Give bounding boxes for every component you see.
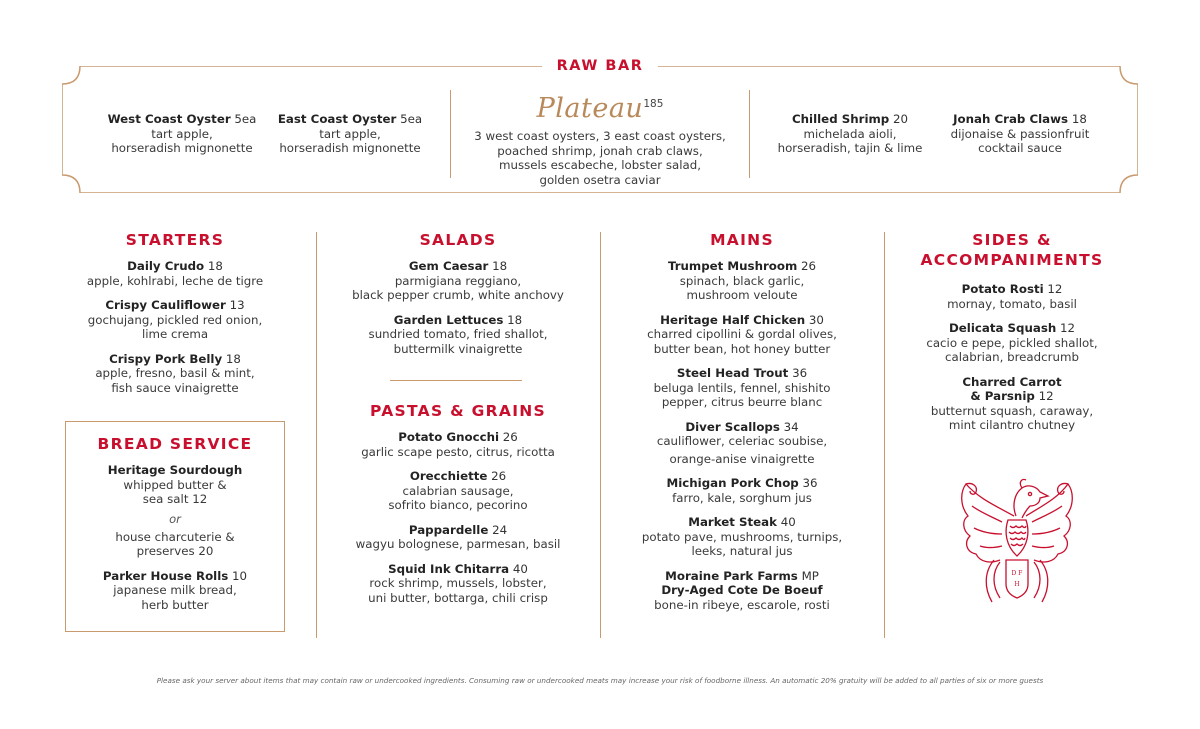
raw-bar-divider-left <box>450 90 451 178</box>
column-divider-3 <box>884 232 885 638</box>
raw-bar-divider-right <box>749 90 750 178</box>
menu-item: Pappardelle 24 wagyu bolognese, parmesan, basil <box>355 522 561 551</box>
menu-item-east-coast-oyster: East Coast Oyster 5ea tart apple, horseradish mignonette <box>277 112 423 155</box>
plateau-price: 185 <box>643 98 664 110</box>
pastas-title: PASTAS & GRAINS <box>370 402 546 420</box>
bread-service-title: BREAD SERVICE <box>97 435 253 453</box>
footnote-disclaimer: Please ask your server about items that may contain raw or undercooked ingredients. Consuming raw or undercooked meats may increase your risk of foodborne illness. An automatic 20% gratuity will be added to all parties of six or more guests <box>156 676 1044 685</box>
menu-item-heritage-sourdough: Heritage Sourdough whipped butter & sea salt 12 <box>107 463 243 506</box>
plateau-description: 3 west coast oysters, 3 east coast oysters, poached shrimp, jonah crab claws, mussels escabeche, lobster salad, golden osetra caviar <box>474 129 726 187</box>
menu-item: Heritage Half Chicken 30 charred cipollini & gordal olives, butter bean, hot honey butter <box>647 312 837 356</box>
menu-item-chilled-shrimp: Chilled Shrimp 20 michelada aioli, horseradish, tajin & lime <box>777 112 923 155</box>
menu-item-west-coast-oyster: West Coast Oyster 5ea tart apple, horseradish mignonette <box>107 112 257 155</box>
column-divider-1 <box>316 232 317 638</box>
menu-item-charcuterie: house charcuterie & preserves 20 <box>115 529 235 558</box>
menu-item: Market Steak 40 potato pave, mushrooms, turnips, leeks, natural jus <box>641 515 843 558</box>
pastas-list <box>330 430 586 615</box>
plateau-title <box>460 93 740 124</box>
emblem-monogram-bottom: H <box>1014 581 1020 588</box>
salads-title: SALADS <box>419 231 497 249</box>
mains-list <box>614 259 870 622</box>
menu-item: Potato Gnocchi 26 garlic scape pesto, citrus, ricotta <box>361 430 555 459</box>
menu-item: Michigan Pork Chop 36 farro, kale, sorghum jus <box>666 476 818 505</box>
menu-item-jonah-crab-claws: Jonah Crab Claws 18 dijonaise & passionfruit cocktail sauce <box>950 112 1090 155</box>
menu-item: Trumpet Mushroom 26 spinach, black garlic, mushroom veloute <box>667 259 817 302</box>
starters-title: STARTERS <box>125 231 225 249</box>
raw-bar-title: RAW BAR <box>542 56 658 76</box>
menu-item: Orecchiette 26 calabrian sausage, sofrito bianco, pecorino <box>388 469 528 512</box>
plateau-name: Plateau <box>536 93 644 124</box>
or-separator: or <box>169 511 181 526</box>
menu-item: Crispy Cauliflower 13 gochujang, pickled red onion, lime crema <box>87 298 263 341</box>
menu-item: Gem Caesar 18 parmigiana reggiano, black pepper crumb, white anchovy <box>352 259 564 302</box>
sides-list <box>898 282 1126 443</box>
menu-item: Squid Ink Chitarra 40 rock shrimp, mussels, lobster, uni butter, bottarga, chili crisp <box>368 561 548 605</box>
sides-title: SIDES & ACCOMPANIMENTS <box>920 231 1104 269</box>
mains-title: MAINS <box>710 231 774 249</box>
menu-item: Garden Lettuces 18 sundried tomato, fried shallot, buttermilk vinaigrette <box>368 312 548 356</box>
menu-item: Delicata Squash 12 cacio e pepe, pickled shallot, calabrian, breadcrumb <box>926 321 1098 364</box>
menu-item: Crispy Pork Belly 18 apple, fresno, basil & mint, fish sauce vinaigrette <box>95 351 255 395</box>
menu-item: Charred Carrot & Parsnip 12 butternut squash, caraway, mint cilantro chutney <box>930 374 1094 432</box>
menu-item: Diver Scallops 34 cauliflower, celeriac soubise, orange-anise vinaigrette <box>656 419 828 466</box>
bread-service-list <box>65 463 285 622</box>
menu-item: Daily Crudo 18 apple, kohlrabi, leche de tigre <box>86 259 264 288</box>
column-divider-2 <box>600 232 601 638</box>
section-divider <box>390 380 522 381</box>
menu-item: Steel Head Trout 36 beluga lentils, fennel, shishito pepper, citrus beurre blanc <box>653 366 831 409</box>
menu-item-parker-house-rolls: Parker House Rolls 10 japanese milk bread, herb butter <box>102 568 248 612</box>
menu-item: Potato Rosti 12 mornay, tomato, basil <box>947 282 1077 311</box>
starters-list <box>65 259 285 405</box>
phoenix-emblem-icon <box>956 476 1078 606</box>
menu-item: Moraine Park Farms MP Dry-Aged Cote De Boeuf bone-in ribeye, escarole, rosti <box>654 568 830 612</box>
emblem-monogram-top: D F <box>1011 570 1023 577</box>
salads-list <box>330 259 586 366</box>
